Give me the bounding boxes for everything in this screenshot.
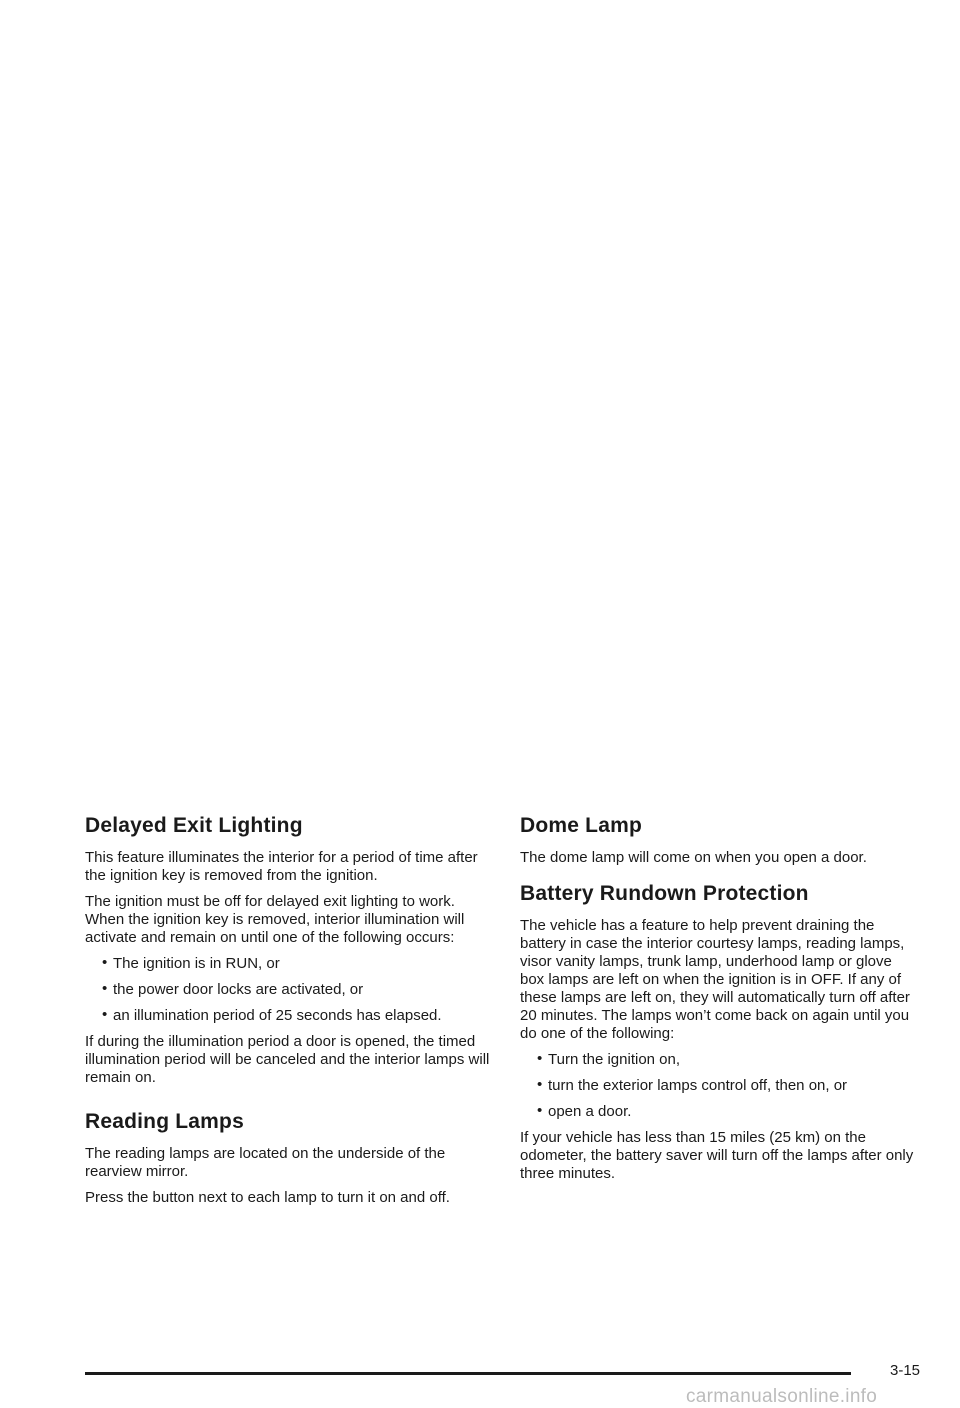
heading-battery-rundown-protection: Battery Rundown Protection [520, 882, 809, 905]
list-item [537, 1077, 920, 1095]
bullet-icon: • [102, 980, 108, 997]
watermark: carmanualsonline.info [686, 1386, 878, 1407]
right-column [520, 813, 920, 1191]
bullet-list [520, 1051, 920, 1121]
list-item [102, 1007, 495, 1025]
heading-dome-lamp: Dome Lamp [520, 814, 642, 837]
list-item-text: The ignition is in RUN, or [113, 955, 280, 972]
bullet-icon: • [537, 1102, 543, 1119]
paragraph: The ignition must be off for delayed exit lighting to work. When the ignition key is removed, interior illumination will activate and remain on until one of the following occurs: [85, 893, 465, 946]
list-item-text: the power door locks are activated, or [113, 981, 364, 998]
bullet-icon: • [102, 954, 108, 971]
list-item-text: Turn the ignition on, [548, 1051, 681, 1068]
paragraph: Press the button next to each lamp to turn it on and off. [85, 1189, 450, 1206]
bullet-icon: • [102, 1006, 108, 1023]
heading-delayed-exit-lighting: Delayed Exit Lighting [85, 814, 303, 837]
bullet-icon: • [537, 1076, 543, 1093]
paragraph: This feature illuminates the interior for a period of time after the ignition key is removed from the ignition. [85, 849, 478, 884]
footer-rule [85, 1372, 851, 1375]
paragraph: If your vehicle has less than 15 miles (25 km) on the odometer, the battery saver will turn off the lamps after only three minutes. [520, 1129, 914, 1182]
section-gap [85, 1095, 495, 1109]
bullet-icon: • [537, 1050, 543, 1067]
list-item-text: turn the exterior lamps control off, then on, or [548, 1077, 848, 1094]
list-item [102, 955, 495, 973]
paragraph: The vehicle has a feature to help prevent draining the battery in case the interior courtesy lamps, reading lamps, visor vanity lamps, trunk lamp, underhood lamp or glove box lamps are left on when the ignition is in OFF. If any of these lamps are left on, they will automatically turn off after 20 minutes. The lamps won’t come back on again until you do one of the following: [520, 917, 910, 1042]
section-delayed-exit-lighting [85, 813, 495, 1087]
list-item [537, 1051, 920, 1069]
list-item [102, 981, 495, 999]
bullet-list [85, 955, 495, 1025]
list-item-text: an illumination period of 25 seconds has elapsed. [113, 1007, 442, 1024]
section-battery-rundown-protection [520, 881, 920, 1183]
section-dome-lamp [520, 813, 920, 867]
list-item [537, 1103, 920, 1121]
list-item-text: open a door. [548, 1103, 632, 1120]
paragraph: If during the illumination period a door is opened, the timed illumination period will be canceled and the interior lamps will remain on. [85, 1033, 490, 1086]
section-reading-lamps [85, 1109, 495, 1207]
page-number: 3-15 [890, 1362, 921, 1379]
paragraph: The reading lamps are located on the underside of the rearview mirror. [85, 1145, 446, 1180]
left-column [85, 813, 495, 1215]
paragraph: The dome lamp will come on when you open a door. [520, 849, 867, 866]
heading-reading-lamps: Reading Lamps [85, 1110, 244, 1133]
